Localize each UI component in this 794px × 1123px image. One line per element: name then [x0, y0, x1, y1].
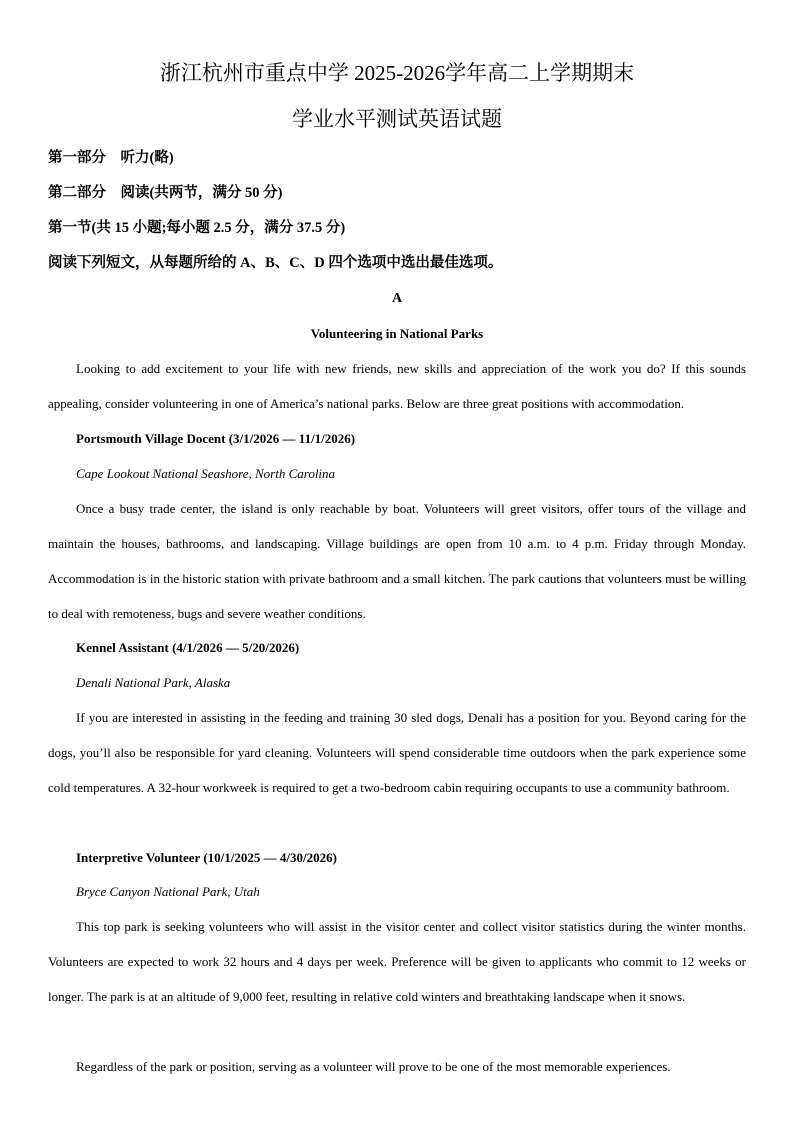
job-description: Once a busy trade center, the island is only reachable by boat. Volunteers will greet visitors, offer tours of the village and maintain the houses, bathrooms, and landscaping. Village buildings are open from 10 a.m. to 4 p.m. Friday through Monday. Accommodation is in the historic station with private bathroom and a small kitchen. The park cautions that volunteers must be willing to deal with remoteness, bugs and severe weather conditions. [48, 501, 746, 621]
job-heading: Kennel Assistant (4/1/2026 — 5/20/2026) [76, 640, 300, 655]
job-heading: Portsmouth Village Docent (3/1/2026 — 11/1/2026) [76, 431, 356, 446]
instruction-text: 阅读下列短文，从每题所给的 A、B、C、D 四个选项中选出最佳选项。 [48, 255, 503, 271]
passage-intro: Looking to add excitement to your life with new friends, new skills and appreciation of the work you do? If this sounds appealing, consider volunteering in one of America’s national parks. Below are three great positions with accommodation. [48, 361, 746, 411]
passage-letter: A [391, 291, 403, 306]
job-location: Bryce Canyon National Park, Utah [76, 884, 260, 899]
job-description: If you are interested in assisting in the feeding and training 30 sled dogs, Denali has a position for you. Beyond caring for the dogs, you’ll also be responsible for yard cleaning. Volunteers will spend considerable time outdoors when the park experience some cold temperatures. A 32-hour workweek is required to get a two-bedroom cabin requiring occupants to use a community bathroom. [48, 710, 746, 795]
passage-closing: Regardless of the park or position, serving as a volunteer will prove to be one of the most memorable experiences. [76, 1059, 671, 1074]
exam-subtitle: 学业水平测试英语试题 [292, 107, 502, 131]
passage-title: Volunteering in National Parks [310, 326, 484, 341]
job-location: Cape Lookout National Seashore, North Carolina [76, 466, 336, 481]
part2-heading: 第二部分 阅读(共两节，满分 50 分) [48, 185, 283, 201]
job-heading: Interpretive Volunteer (10/1/2025 — 4/30/2026) [76, 850, 337, 865]
exam-title: 浙江杭州市重点中学 2025-2026学年高二上学期期末 [159, 61, 635, 85]
job-location: Denali National Park, Alaska [76, 675, 231, 690]
job-description: This top park is seeking volunteers who will assist in the visitor center and collect visitor statistics during the winter months. Volunteers are expected to work 32 hours and 4 days per week. Preference will be given to applicants who commit to 12 weeks or longer. The park is at an altitude of 9,000 feet, resulting in relative cold winters and breathtaking landscape when it snows. [48, 919, 746, 1004]
part1-heading: 第一部分 听力(略) [48, 150, 174, 166]
section1-heading: 第一节(共 15 小题;每小题 2.5 分，满分 37.5 分) [48, 220, 346, 236]
